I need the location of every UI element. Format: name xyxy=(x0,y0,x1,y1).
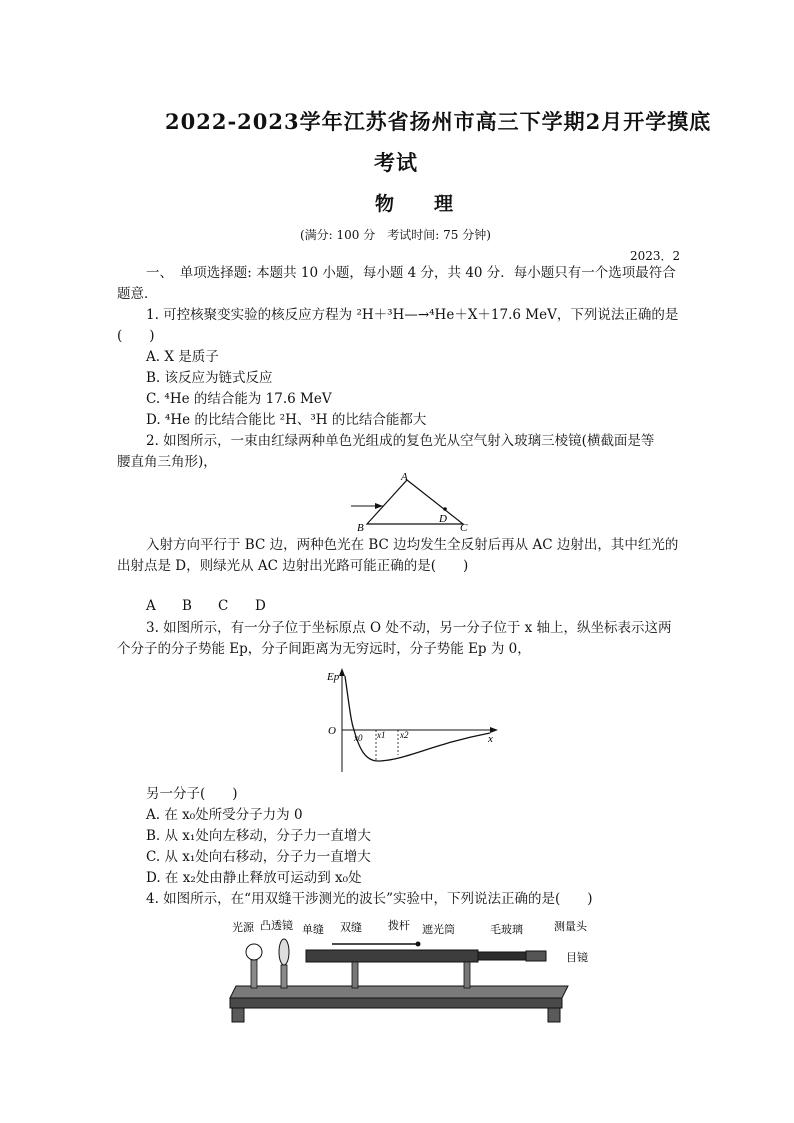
q2-option-a: A xyxy=(146,598,156,614)
doc-title-line2: 考试 xyxy=(374,150,418,175)
label-single: 单缝 xyxy=(302,924,324,936)
label-glass: 毛玻璃 xyxy=(490,924,523,936)
rail-side xyxy=(230,998,562,1008)
prism-figure xyxy=(345,468,475,534)
eyepiece xyxy=(526,951,546,961)
prism-triangle xyxy=(367,480,463,524)
label-a: A xyxy=(401,471,408,483)
ep-graph xyxy=(322,664,502,776)
q2-option-d: D xyxy=(255,598,266,614)
origin-label: O xyxy=(328,725,336,737)
label-eyepiece: 目镜 xyxy=(566,952,588,964)
q3-option-b: B. 从 x₁处向左移动，分子力一直增大 xyxy=(146,828,371,844)
label-tube: 遮光筒 xyxy=(422,924,455,936)
lens-stand xyxy=(281,965,287,988)
x1-label: x1 xyxy=(377,730,386,740)
point-d xyxy=(443,507,447,511)
x0-label: x0 xyxy=(354,733,363,743)
subject-title: 物理 xyxy=(375,193,494,215)
ep-curve xyxy=(345,676,490,761)
light-stand xyxy=(251,960,257,988)
q3-option-a: A. 在 x₀处所受分子力为 0 xyxy=(146,807,303,823)
ylabel: Ep xyxy=(327,671,340,683)
q2-option-b: B xyxy=(182,598,192,614)
section-heading: 一、 单项选择题: 本题共 10 小题，每小题 4 分，共 40 分．每小题只有一个选项最符合 xyxy=(146,265,676,281)
exam-date: 2023．2 xyxy=(630,249,681,263)
q3-stem-line2: 个分子的分子势能 Ep，分子间距离为无穷远时，分子势能 Ep 为 0， xyxy=(117,641,531,657)
rail-leg-right xyxy=(548,1008,560,1022)
doc-title-line1: 2022-2023学年江苏省扬州市高三下学期2月开学摸底 xyxy=(165,109,712,134)
q2-stem-line3: 入射方向平行于 BC 边，两种色光在 BC 边均发生全反射后再从 AC 边射出，其中红光的 xyxy=(146,537,679,553)
tube-stand-1 xyxy=(352,962,358,988)
rod-knob xyxy=(416,942,421,947)
q4-stem: 4. 如图所示，在“用双缝干涉测光的波长”实验中，下列说法正确的是( ) xyxy=(146,891,593,907)
label-lens: 凸透镜 xyxy=(260,920,293,932)
y-axis-arrow xyxy=(339,668,345,676)
q3-option-d: D. 在 x₂处由静止释放可运动到 x₀处 xyxy=(146,870,362,886)
double-slit-apparatus xyxy=(222,914,602,1026)
label-b: B xyxy=(357,522,364,534)
label-double: 双缝 xyxy=(340,922,362,934)
convex-lens xyxy=(279,939,289,965)
section-heading-cont: 题意． xyxy=(117,286,158,302)
q2-stem-line4: 出射点是 D，则绿光从 AC 边射出光路可能正确的是( ) xyxy=(117,558,469,574)
x2-label: x2 xyxy=(400,730,409,740)
q1-option-c: C. ⁴He 的结合能为 17.6 MeV xyxy=(146,391,332,407)
label-c: C xyxy=(460,522,468,534)
q2-option-c: C xyxy=(218,598,229,614)
label-head: 测量头 xyxy=(554,921,587,933)
q1-option-a: A. X 是质子 xyxy=(146,349,219,365)
measure-head xyxy=(478,952,526,960)
light-bulb xyxy=(246,944,262,960)
light-tube xyxy=(306,950,478,962)
q3-option-c: C. 从 x₁处向右移动，分子力一直增大 xyxy=(146,849,371,865)
q1-option-d: D. ⁴He 的比结合能比 ²H、³H 的比结合能都大 xyxy=(146,412,427,428)
label-rod: 拨杆 xyxy=(388,920,410,932)
label-d: D xyxy=(439,513,447,525)
rail-leg-left xyxy=(232,1008,244,1022)
xlabel: x xyxy=(488,733,493,745)
tube-stand-2 xyxy=(464,962,470,988)
q3-stem-line3: 另一分子( ) xyxy=(146,786,238,802)
q1-stem: 1. 可控核聚变实验的核反应方程为 ²H＋³H—→⁴He＋X＋17.6 MeV，下列说法正确的是 xyxy=(146,307,679,323)
q3-stem-line1: 3. 如图所示，有一分子位于坐标原点 O 处不动，另一分子位于 x 轴上，纵坐标表示这两 xyxy=(146,620,672,636)
q2-stem-line1: 2. 如图所示，一束由红绿两种单色光组成的复色光从空气射入玻璃三棱镜(横截面是等 xyxy=(146,433,655,449)
exam-info: (满分: 100 分 考试时间: 75 分钟) xyxy=(300,228,491,242)
q1-blank: ( ) xyxy=(117,328,155,344)
q2-stem-line2: 腰直角三角形)， xyxy=(117,454,217,470)
q1-option-b: B. 该反应为链式反应 xyxy=(146,370,273,386)
label-light: 光源 xyxy=(232,922,254,934)
